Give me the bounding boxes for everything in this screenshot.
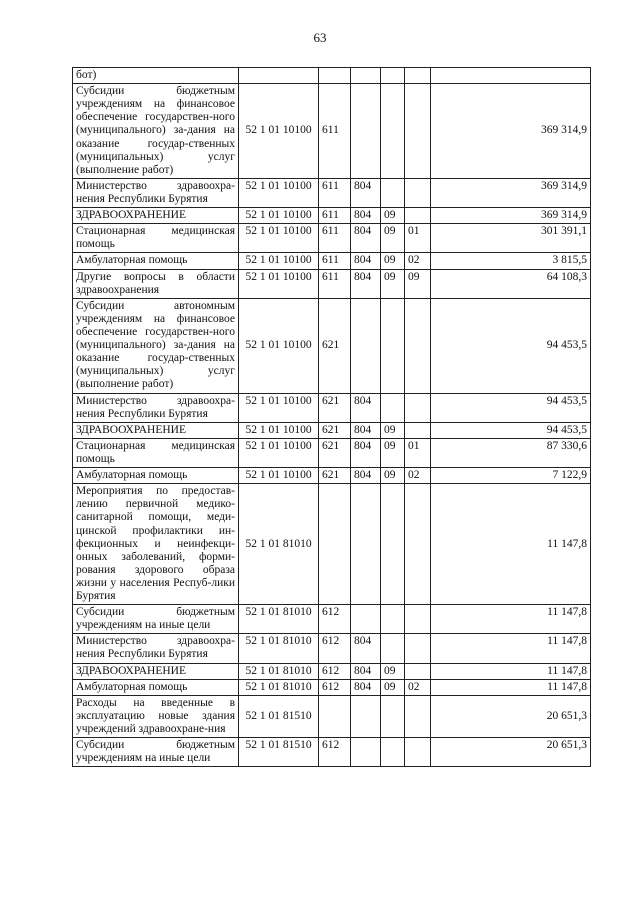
expense-type-cell: 621: [319, 298, 351, 393]
expense-type-cell: 612: [319, 634, 351, 663]
table-row: [73, 269, 591, 298]
row-name-cell: Амбулаторная помощь: [73, 468, 239, 484]
subsection-cell: [405, 298, 431, 393]
code-cell: 52 1 01 10100: [239, 468, 319, 484]
table-row: [73, 738, 591, 767]
section-cell: [381, 393, 405, 422]
subsection-cell: 02: [405, 253, 431, 269]
code-cell: 52 1 01 81010: [239, 634, 319, 663]
subsection-cell: 02: [405, 679, 431, 695]
table-row: [73, 298, 591, 393]
amount-cell: 87 330,6: [431, 438, 591, 467]
amount-cell: 3 815,5: [431, 253, 591, 269]
amount-cell: 94 453,5: [431, 393, 591, 422]
row-name-cell: Субсидии бюджетным учреждениям на финансовое обеспечение государствен-ного (муниципального) за-дания на оказание государ-ственных (муниципальных) услуг (выполнение работ): [73, 84, 239, 179]
code-cell: 52 1 01 81010: [239, 663, 319, 679]
table-row: [73, 484, 591, 605]
section-cell: 09: [381, 253, 405, 269]
amount-cell: 369 314,9: [431, 208, 591, 224]
amount-cell: 11 147,8: [431, 679, 591, 695]
row-name-cell: Стационарная медицинская помощь: [73, 438, 239, 467]
code-cell: 52 1 01 10100: [239, 253, 319, 269]
row-name-cell: ЗДРАВООХРАНЕНИЕ: [73, 208, 239, 224]
expense-type-cell: 621: [319, 468, 351, 484]
section-cell: 09: [381, 468, 405, 484]
ministry-code-cell: 804: [351, 663, 381, 679]
subsection-cell: [405, 422, 431, 438]
section-cell: [381, 695, 405, 737]
row-name-cell: Министерство здравоохра-нения Республики Бурятия: [73, 634, 239, 663]
subsection-cell: [405, 393, 431, 422]
expense-type-cell: 611: [319, 269, 351, 298]
subsection-cell: [405, 208, 431, 224]
code-cell: 52 1 01 10100: [239, 422, 319, 438]
expense-type-cell: [319, 484, 351, 605]
section-cell: 09: [381, 208, 405, 224]
subsection-cell: 01: [405, 224, 431, 253]
expense-type-cell: [319, 695, 351, 737]
expense-type-cell: 611: [319, 224, 351, 253]
table-row: [73, 679, 591, 695]
code-cell: 52 1 01 10100: [239, 393, 319, 422]
subsection-cell: [405, 634, 431, 663]
ministry-code-cell: 804: [351, 269, 381, 298]
section-cell: [381, 178, 405, 207]
expense-type-cell: 611: [319, 208, 351, 224]
row-name-cell: Амбулаторная помощь: [73, 679, 239, 695]
amount-cell: 369 314,9: [431, 178, 591, 207]
row-name-cell: Министерство здравоохра-нения Республики Бурятия: [73, 178, 239, 207]
page-number: 63: [313, 30, 327, 45]
table-row: [73, 605, 591, 634]
code-cell: 52 1 01 10100: [239, 178, 319, 207]
amount-cell: 94 453,5: [431, 422, 591, 438]
code-cell: 52 1 01 81010: [239, 605, 319, 634]
table-row: [73, 422, 591, 438]
ministry-code-cell: 804: [351, 468, 381, 484]
ministry-code-cell: 804: [351, 253, 381, 269]
ministry-code-cell: [351, 605, 381, 634]
amount-cell: 20 651,3: [431, 738, 591, 767]
section-cell: [381, 68, 405, 84]
code-cell: 52 1 01 10100: [239, 298, 319, 393]
section-cell: 09: [381, 663, 405, 679]
amount-cell: 369 314,9: [431, 84, 591, 179]
budget-table: [72, 67, 591, 767]
amount-cell: 11 147,8: [431, 663, 591, 679]
expense-type-cell: 612: [319, 738, 351, 767]
table-row: [73, 253, 591, 269]
expense-type-cell: 612: [319, 605, 351, 634]
code-cell: 52 1 01 81510: [239, 738, 319, 767]
section-cell: [381, 605, 405, 634]
code-cell: 52 1 01 81010: [239, 679, 319, 695]
code-cell: 52 1 01 10100: [239, 208, 319, 224]
table-row: [73, 393, 591, 422]
table-row: [73, 634, 591, 663]
code-cell: 52 1 01 10100: [239, 438, 319, 467]
amount-cell: 64 108,3: [431, 269, 591, 298]
subsection-cell: [405, 84, 431, 179]
table-row: [73, 224, 591, 253]
subsection-cell: [405, 663, 431, 679]
section-cell: 09: [381, 224, 405, 253]
row-name-cell: Субсидии бюджетным учреждениям на иные цели: [73, 738, 239, 767]
amount-cell: 301 391,1: [431, 224, 591, 253]
ministry-code-cell: 804: [351, 679, 381, 695]
expense-type-cell: 621: [319, 438, 351, 467]
row-name-cell: Стационарная медицинская помощь: [73, 224, 239, 253]
ministry-code-cell: 804: [351, 208, 381, 224]
amount-cell: 94 453,5: [431, 298, 591, 393]
code-cell: 52 1 01 81010: [239, 484, 319, 605]
row-name-cell: Субсидии автономным учреждениям на финансовое обеспечение государствен-ного (муниципального) за-дания на оказание государ-ственных (муниципальных) услуг (выполнение работ): [73, 298, 239, 393]
subsection-cell: [405, 695, 431, 737]
row-name-cell: Субсидии бюджетным учреждениям на иные цели: [73, 605, 239, 634]
expense-type-cell: 621: [319, 393, 351, 422]
ministry-code-cell: 804: [351, 438, 381, 467]
expense-type-cell: 611: [319, 253, 351, 269]
expense-type-cell: [319, 68, 351, 84]
expense-type-cell: 611: [319, 178, 351, 207]
row-name-cell: Другие вопросы в области здравоохранения: [73, 269, 239, 298]
code-cell: 52 1 01 81510: [239, 695, 319, 737]
amount-cell: 20 651,3: [431, 695, 591, 737]
ministry-code-cell: [351, 484, 381, 605]
section-cell: [381, 484, 405, 605]
table-row: [73, 695, 591, 737]
ministry-code-cell: 804: [351, 224, 381, 253]
subsection-cell: 02: [405, 468, 431, 484]
subsection-cell: 09: [405, 269, 431, 298]
subsection-cell: [405, 484, 431, 605]
amount-cell: 11 147,8: [431, 484, 591, 605]
row-name-cell: Амбулаторная помощь: [73, 253, 239, 269]
table-row: [73, 468, 591, 484]
code-cell: 52 1 01 10100: [239, 269, 319, 298]
code-cell: [239, 68, 319, 84]
section-cell: [381, 84, 405, 179]
row-name-cell: ЗДРАВООХРАНЕНИЕ: [73, 422, 239, 438]
section-cell: [381, 634, 405, 663]
expense-type-cell: 612: [319, 663, 351, 679]
subsection-cell: [405, 605, 431, 634]
ministry-code-cell: [351, 68, 381, 84]
expense-type-cell: 612: [319, 679, 351, 695]
subsection-cell: [405, 738, 431, 767]
code-cell: 52 1 01 10100: [239, 84, 319, 179]
ministry-code-cell: 804: [351, 634, 381, 663]
row-name-cell: Министерство здравоохра-нения Республики Бурятия: [73, 393, 239, 422]
row-name-cell: бот): [73, 68, 239, 84]
table-body: [73, 68, 591, 767]
code-cell: 52 1 01 10100: [239, 224, 319, 253]
table-row: [73, 68, 591, 84]
expense-type-cell: 621: [319, 422, 351, 438]
table-row: [73, 438, 591, 467]
ministry-code-cell: [351, 298, 381, 393]
section-cell: 09: [381, 438, 405, 467]
section-cell: [381, 298, 405, 393]
section-cell: 09: [381, 679, 405, 695]
subsection-cell: 01: [405, 438, 431, 467]
ministry-code-cell: [351, 695, 381, 737]
ministry-code-cell: [351, 84, 381, 179]
section-cell: [381, 738, 405, 767]
table-row: [73, 663, 591, 679]
ministry-code-cell: 804: [351, 393, 381, 422]
table-row: [73, 178, 591, 207]
row-name-cell: ЗДРАВООХРАНЕНИЕ: [73, 663, 239, 679]
ministry-code-cell: 804: [351, 422, 381, 438]
ministry-code-cell: [351, 738, 381, 767]
ministry-code-cell: 804: [351, 178, 381, 207]
amount-cell: 11 147,8: [431, 605, 591, 634]
amount-cell: [431, 68, 591, 84]
table-row: [73, 84, 591, 179]
amount-cell: 7 122,9: [431, 468, 591, 484]
section-cell: 09: [381, 269, 405, 298]
subsection-cell: [405, 68, 431, 84]
amount-cell: 11 147,8: [431, 634, 591, 663]
table-row: [73, 208, 591, 224]
row-name-cell: Расходы на введенные в эксплуатацию новые здания учреждений здравоохране-ния: [73, 695, 239, 737]
section-cell: 09: [381, 422, 405, 438]
row-name-cell: Мероприятия по предостав-лению первичной медико-санитарной помощи, меди-цинской профилактики ин-фекционных и неинфекци-онных заболеваний, форми-рования здорового образа жизни у населения Респуб-лики Бурятия: [73, 484, 239, 605]
expense-type-cell: 611: [319, 84, 351, 179]
subsection-cell: [405, 178, 431, 207]
